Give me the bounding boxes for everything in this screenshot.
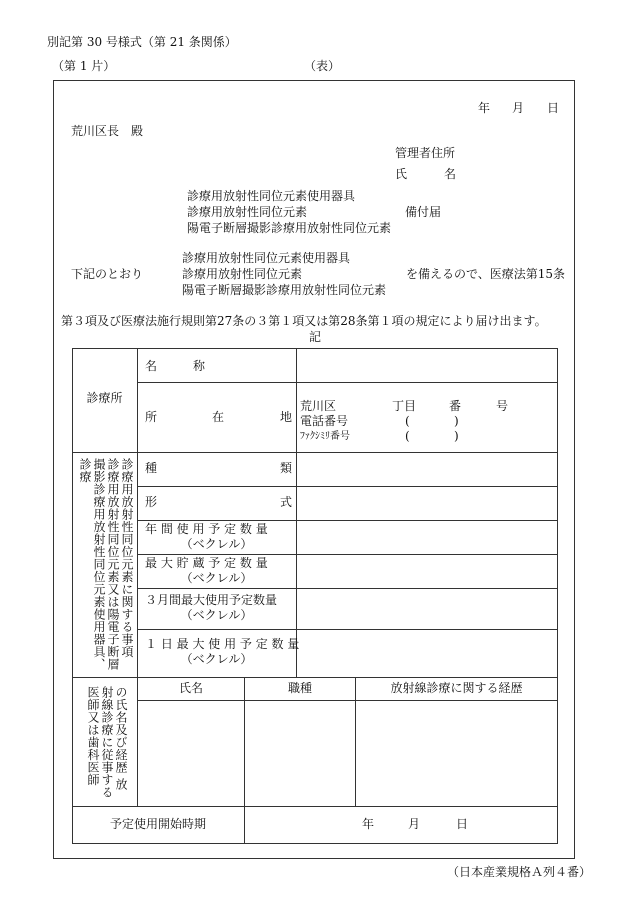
manager-address-label[interactable]: 管理者住所 <box>395 146 456 160</box>
statement-line-2: 第３項及び医療法施行規則第27条の３第１項又は第28条第１項の規定により届け出ます。 <box>61 314 547 328</box>
form-label-2: 式 <box>280 495 293 509</box>
sheet-number: （第 1 片） <box>52 59 116 73</box>
title-item-3: 陽電子断層撮影診療用放射性同位元素 <box>187 221 392 235</box>
details-table <box>72 348 558 844</box>
quarter-max-unit-label: （ベクレル） <box>180 608 253 622</box>
max-storage-label: 最 大 貯 蔵 予 定 数 量 <box>145 556 268 570</box>
statement-lead: 下記のとおり <box>71 267 144 281</box>
kind-label-2: 類 <box>280 461 293 475</box>
manager-name-label-1: 氏 <box>395 167 408 181</box>
clinic-name-field[interactable] <box>303 348 553 382</box>
statement-item-3: 陽電子断層撮影診療用放射性同位元素 <box>182 283 387 297</box>
title-item-2: 診療用放射性同位元素 <box>187 205 308 219</box>
ri-section-label: 診療用放射性同位元素に関する事項 診療用放射性同位元素又は陽電子断層撮影診療用放射性同位元素使用器具、診療 <box>78 458 134 671</box>
address-chome[interactable]: 丁目 <box>392 399 417 413</box>
statement-tail: を備えるので、医療法第15条 <box>406 267 566 281</box>
address-ward[interactable]: 荒川区 <box>300 399 337 413</box>
phone-label: 電話番号 <box>300 414 349 428</box>
annual-quantity-field[interactable] <box>303 521 553 554</box>
col-staff-job: 職種 <box>287 681 312 695</box>
max-storage-unit-label: （ベクレル） <box>180 571 253 585</box>
max-storage-field[interactable] <box>303 555 553 588</box>
form-field[interactable] <box>303 487 553 520</box>
start-date-year[interactable]: 年 <box>362 817 375 831</box>
start-date-label: 予定使用開始時期 <box>109 817 206 831</box>
statement-item-2: 診療用放射性同位元素 <box>182 267 303 281</box>
date-year[interactable]: 年 <box>478 101 491 115</box>
date-month[interactable]: 月 <box>512 101 525 115</box>
kind-field[interactable] <box>303 453 553 486</box>
title-suffix: 備付届 <box>405 205 442 219</box>
staff-name-field[interactable] <box>139 702 243 805</box>
location-label-1: 所 <box>145 410 158 424</box>
annual-quantity-label: 年 間 使 用 予 定 数 量 <box>145 522 268 536</box>
phone-paren-close: ) <box>454 414 459 428</box>
quarter-max-field[interactable] <box>303 589 553 629</box>
address-go[interactable]: 号 <box>496 399 509 413</box>
fax-label: ﾌｧｸｼﾐﾘ番号 <box>300 431 350 442</box>
fax-paren-close: ) <box>454 429 459 443</box>
location-label-2: 在 <box>212 410 225 424</box>
kind-label-1: 種 <box>145 461 158 475</box>
daily-max-label: １ 日 最 大 使 用 予 定 数 量 <box>145 637 300 651</box>
start-date-month[interactable]: 月 <box>408 817 421 831</box>
staff-job-field[interactable] <box>246 702 354 805</box>
staff-career-field[interactable] <box>357 702 556 805</box>
daily-max-field[interactable] <box>303 630 553 677</box>
clinic-label: 診療所 <box>86 391 123 405</box>
ki-label: 記 <box>309 330 322 344</box>
statement-item-1: 診療用放射性同位元素使用器具 <box>182 251 351 265</box>
title-item-1: 診療用放射性同位元素使用器具 <box>187 189 356 203</box>
phone-paren-open: ( <box>405 414 410 428</box>
start-date-day[interactable]: 日 <box>456 817 469 831</box>
clinic-name-label: 名 称 <box>145 359 206 373</box>
fax-paren-open: ( <box>405 429 410 443</box>
addressee: 荒川区長 殿 <box>71 124 144 138</box>
col-staff-name: 氏名 <box>178 681 203 695</box>
col-staff-career: 放射線診療に関する経歴 <box>390 681 523 695</box>
address-ban[interactable]: 番 <box>449 399 462 413</box>
daily-max-unit-label: （ベクレル） <box>180 652 253 666</box>
manager-name-label-2: 名 <box>444 167 457 181</box>
form-id: 別記第 30 号様式（第 21 条関係） <box>47 35 237 49</box>
paper-size-note: （日本産業規格Ａ列４番） <box>447 865 592 879</box>
form-label-1: 形 <box>145 495 158 509</box>
location-label-3: 地 <box>280 410 293 424</box>
date-day[interactable]: 日 <box>547 101 560 115</box>
staff-section-label: の氏名及び経歴 放射線診療に従事する医師又は歯科医師 <box>86 686 128 799</box>
quarter-max-label: ３月間最大使用予定数量 <box>145 593 278 607</box>
annual-unit-label: （ベクレル） <box>180 537 253 551</box>
sheet-side: （表） <box>304 59 341 73</box>
